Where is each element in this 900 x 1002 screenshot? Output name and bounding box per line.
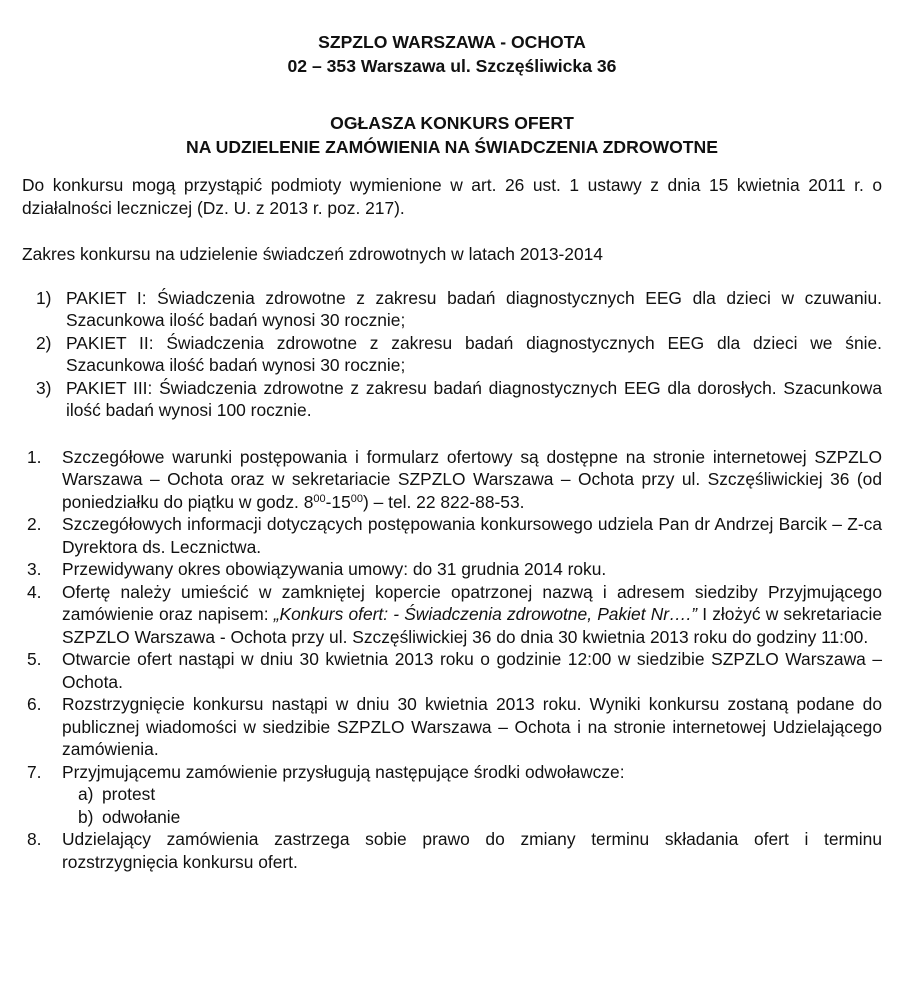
organization-address: 02 – 353 Warszawa ul. Szczęśliwicka 36	[287, 56, 617, 76]
terms-number: 8.	[27, 829, 42, 849]
intro-paragraph: Do konkursu mogą przystąpić podmioty wymienione w art. 26 ust. 1 ustawy z dnia 15 kwietnia 2011 r. o działalności leczniczej (Dz. U. z 2013 r. poz. 217).	[22, 175, 882, 218]
terms-text: Szczegółowe warunki postępowania i formularz ofertowy są dostępne na stronie internetowej SZPZLO Warszawa – Ochota oraz w sekretariacie SZPZLO Warszawa – Ochota przy ul. Szczęśliwickiej 36 (od poniedziałku do piątku w godz. 8	[62, 446, 882, 512]
package-text: PAKIET III: Świadczenia zdrowotne z zakresu badań diagnostycznych EEG dla dorosłych. Szacunkowa ilość badań wynosi 100 rocznie.	[66, 377, 882, 420]
terms-number: 7.	[27, 761, 42, 782]
appeal-measure-item	[62, 783, 882, 806]
terms-number: 4.	[27, 581, 42, 602]
scope-paragraph: Zakres konkursu na udzielenie świadczeń zdrowotnych w latach 2013-2014	[22, 244, 603, 264]
appeal-measure-text: protest	[102, 784, 156, 804]
terms-text: Otwarcie ofert nastąpi w dniu 30 kwietnia 2013 roku o godzinie 12:00 w siedzibie SZPZLO Warszawa – Ochota.	[62, 649, 882, 692]
announcement-document	[22, 30, 882, 873]
terms-item	[22, 761, 882, 829]
terms-number: 6.	[27, 694, 42, 714]
terms-text: Rozstrzygnięcie konkursu nastąpi w dniu 30 kwietnia 2013 roku. Wyniki konkursu zostaną podane do publicznej wiadomości w siedzibie SZPZLO Warszawa – Ochota i na stronie internetowej Udzielającego zamówienia.	[62, 694, 882, 759]
terms-number: 5.	[27, 649, 42, 669]
envelope-label-text: „Konkurs ofert: - Świadczenia zdrowotne, Pakiet Nr….”	[273, 604, 698, 624]
organization-name: SZPZLO WARSZAWA - OCHOTA	[318, 32, 586, 52]
appeal-measure-letter: b)	[78, 806, 94, 827]
appeal-measures-list	[62, 783, 882, 828]
package-item	[22, 332, 882, 377]
terms-text: ) – tel. 22 822-88-53.	[363, 491, 525, 512]
appeal-measure-item	[62, 806, 882, 829]
terms-number: 1.	[27, 446, 42, 467]
appeal-measure-text: odwołanie	[102, 806, 181, 827]
package-list	[22, 287, 882, 422]
terms-text: Udzielający zamówienia zastrzega sobie prawo do zmiany terminu składania ofert i terminu rozstrzygnięcia konkursu ofert.	[62, 829, 882, 872]
package-item	[22, 377, 882, 422]
terms-list	[22, 446, 882, 874]
package-number: 3)	[36, 377, 52, 398]
terms-item	[22, 581, 882, 649]
appeal-measure-letter: a)	[78, 784, 94, 804]
terms-number: 3.	[27, 559, 42, 579]
terms-text: Przewidywany okres obowiązywania umowy: do 31 grudnia 2014 roku.	[62, 559, 607, 579]
hour-superscript: 00	[313, 492, 326, 505]
announcement-title-line2: NA UDZIELENIE ZAMÓWIENIA NA ŚWIADCZENIA ZDROWOTNE	[185, 137, 718, 157]
terms-item	[22, 693, 882, 761]
terms-text: Ofertę należy umieścić w zamkniętej kopercie opatrzonej nazwą i adresem siedziby Przyjmującego zamówienie oraz napisem:	[62, 581, 882, 624]
terms-item	[22, 446, 882, 514]
terms-text: Szczegółowych informacji dotyczących postępowania konkursowego udziela Pan dr Andrzej Barcik – Z-ca Dyrektora ds. Lecznictwa.	[62, 514, 882, 557]
announcement-title-line1: OGŁASZA KONKURS OFERT	[330, 113, 574, 133]
package-text: PAKIET I: Świadczenia zdrowotne z zakresu badań diagnostycznych EEG dla dzieci w czuwaniu. Szacunkowa ilość badań wynosi 30 rocznie;	[66, 287, 882, 330]
terms-item	[22, 648, 882, 693]
organization-header	[22, 30, 882, 78]
terms-item	[22, 558, 882, 581]
package-item	[22, 287, 882, 332]
terms-text: Przyjmującemu zamówienie przysługują następujące środki odwoławcze:	[62, 761, 625, 782]
hour-superscript: 00	[350, 492, 364, 505]
terms-item	[22, 828, 882, 873]
package-text: PAKIET II: Świadczenia zdrowotne z zakresu badań diagnostycznych EEG dla dzieci we śnie. Szacunkowa ilość badań wynosi 30 rocznie;	[66, 332, 882, 375]
package-number: 1)	[36, 287, 52, 308]
terms-item	[22, 513, 882, 558]
package-number: 2)	[36, 332, 52, 353]
terms-text: I złożyć w sekretariacie SZPZLO Warszawa - Ochota przy ul. Szczęśliwickiej 36 do dnia 30 kwietnia 2013 roku do godziny 11:00.	[62, 604, 883, 647]
terms-text: -15	[325, 491, 351, 512]
announcement-title	[22, 111, 882, 159]
terms-number: 2.	[27, 514, 42, 534]
